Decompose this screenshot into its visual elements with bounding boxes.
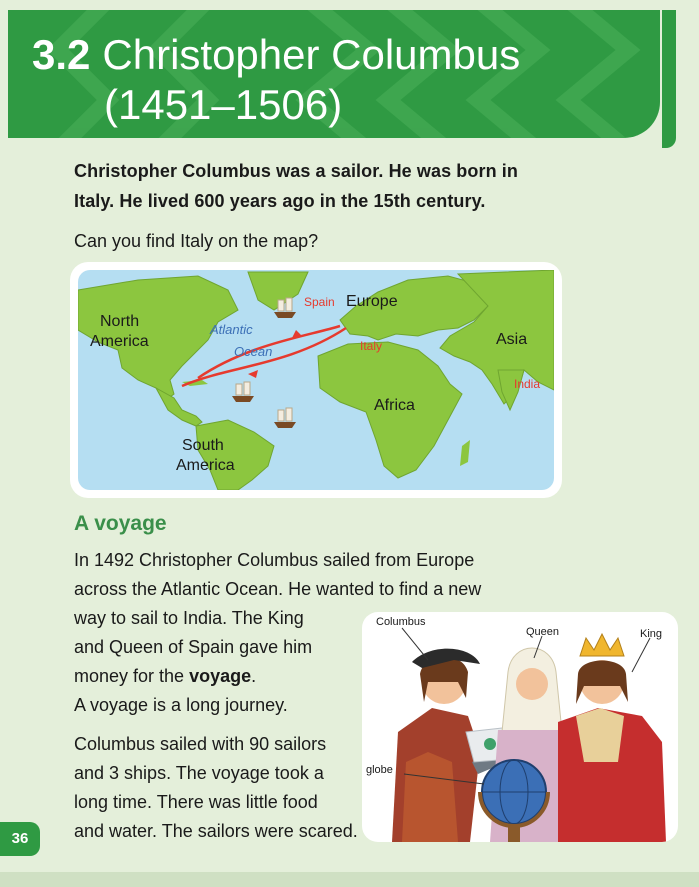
label-atlantic: Atlantic [210, 322, 253, 337]
label-spain: Spain [304, 295, 335, 309]
label-king: King [640, 628, 663, 640]
label-globe: globe [366, 764, 393, 776]
scroll-globe-mark [484, 738, 496, 750]
money-prefix: money for the [74, 666, 190, 686]
title-name: Christopher Columbus [102, 31, 521, 78]
map-question: Can you find Italy on the map? [74, 231, 319, 251]
illustration-card [362, 612, 678, 842]
label-asia: Asia [496, 331, 528, 348]
intro-line: Christopher Columbus was a sailor. He was born in [74, 161, 518, 181]
label-queen: Queen [526, 626, 560, 638]
map-card [70, 262, 562, 498]
paragraph-line: A voyage is a long journey. [74, 695, 288, 715]
paragraph-line: and water. The sailors were scared. [74, 821, 358, 841]
king-figure [558, 634, 666, 842]
label-north-america-1: North [100, 313, 140, 330]
voyage-map [78, 270, 554, 490]
label-south-america-2: America [176, 457, 235, 474]
label-columbus: Columbus [376, 616, 426, 628]
columbus-court-illustration [362, 612, 678, 842]
paragraph-line: Columbus sailed with 90 sailors [74, 734, 327, 754]
section-heading: A voyage [74, 512, 167, 535]
intro-line: Italy. He lived 600 years ago in the 15th century. [74, 191, 486, 211]
paragraph-line: and Queen of Spain gave him [74, 637, 313, 657]
paragraph-line: In 1492 Christopher Columbus sailed from Europe [74, 550, 475, 570]
paragraph-line: across the Atlantic Ocean. He wanted to find a new [74, 579, 482, 599]
label-india: India [514, 377, 541, 391]
page-title [32, 30, 520, 130]
label-africa: Africa [374, 397, 415, 414]
label-europe: Europe [346, 293, 398, 310]
paragraph-line: way to sail to India. The King [74, 608, 304, 628]
label-north-america-2: America [90, 333, 149, 350]
lesson-number: 3.2 [32, 31, 91, 78]
title-dates: (1451–1506) [104, 81, 343, 128]
money-suffix: . [251, 666, 257, 686]
bottom-edge [0, 872, 699, 887]
page-number: 36 [0, 822, 40, 856]
intro-text [74, 156, 594, 216]
header-tab [662, 10, 676, 148]
label-ocean: Ocean [234, 344, 273, 359]
sailors-paragraph [74, 730, 374, 846]
paragraph-line: long time. There was little food [74, 792, 318, 812]
lesson-header [8, 10, 660, 138]
keyword-voyage: voyage [189, 666, 252, 686]
label-south-america-1: South [182, 437, 224, 454]
label-italy: Italy [360, 339, 383, 353]
paragraph-line: and 3 ships. The voyage took a [74, 763, 324, 783]
